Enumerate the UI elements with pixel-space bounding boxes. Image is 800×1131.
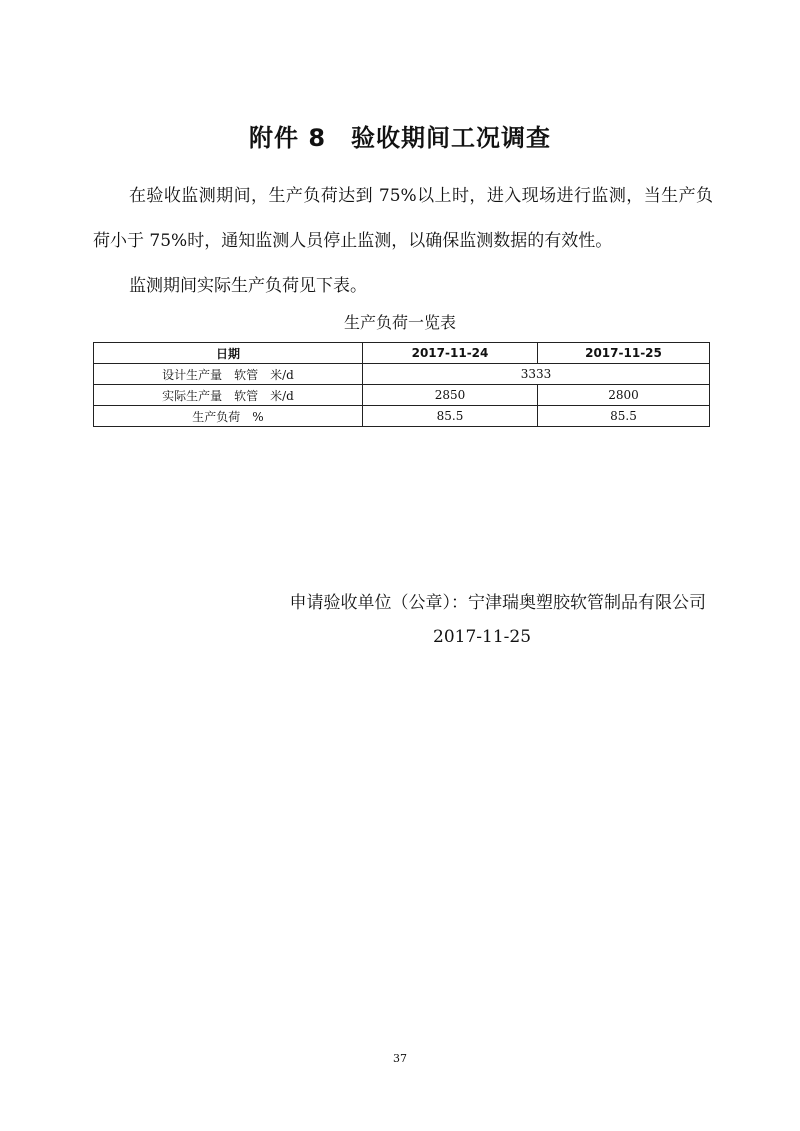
actual-output-day-1: 2850 xyxy=(363,385,538,406)
page-number: 37 xyxy=(393,1052,407,1065)
header-day-1: 2017-11-24 xyxy=(363,343,538,364)
row-label-design-output: 设计生产量 软管 米/d xyxy=(94,364,363,385)
paragraph-table-intro: 监测期间实际生产负荷见下表。 xyxy=(129,276,367,296)
production-load-day-2: 85.5 xyxy=(538,406,710,427)
table-row xyxy=(94,406,710,427)
actual-output-day-2: 2800 xyxy=(538,385,710,406)
header-date: 日期 xyxy=(94,343,363,364)
table-caption: 生产负荷一览表 xyxy=(343,313,456,332)
table-row xyxy=(94,364,710,385)
paragraph-monitoring-conditions: 在验收监测期间，生产负荷达到 75%以上时，进入现场进行监测，当生产负荷小于 75%时，通知监测人员停止监测，以确保监测数据的有效性。 xyxy=(93,186,713,251)
applicant-signature: 申请验收单位（公章）：宁津瑞奥塑胶软管制品有限公司 xyxy=(289,593,706,613)
production-load-day-1: 85.5 xyxy=(363,406,538,427)
page-title: 附件 8 验收期间工况调查 xyxy=(248,124,552,152)
header-day-2: 2017-11-25 xyxy=(538,343,710,364)
row-label-actual-output: 实际生产量 软管 米/d xyxy=(94,385,363,406)
table-header-row xyxy=(94,343,710,364)
signature-date: 2017-11-25 xyxy=(433,627,532,647)
table-row xyxy=(94,385,710,406)
design-output-value: 3333 xyxy=(363,364,710,385)
production-load-table xyxy=(93,342,710,427)
row-label-production-load: 生产负荷 % xyxy=(94,406,363,427)
